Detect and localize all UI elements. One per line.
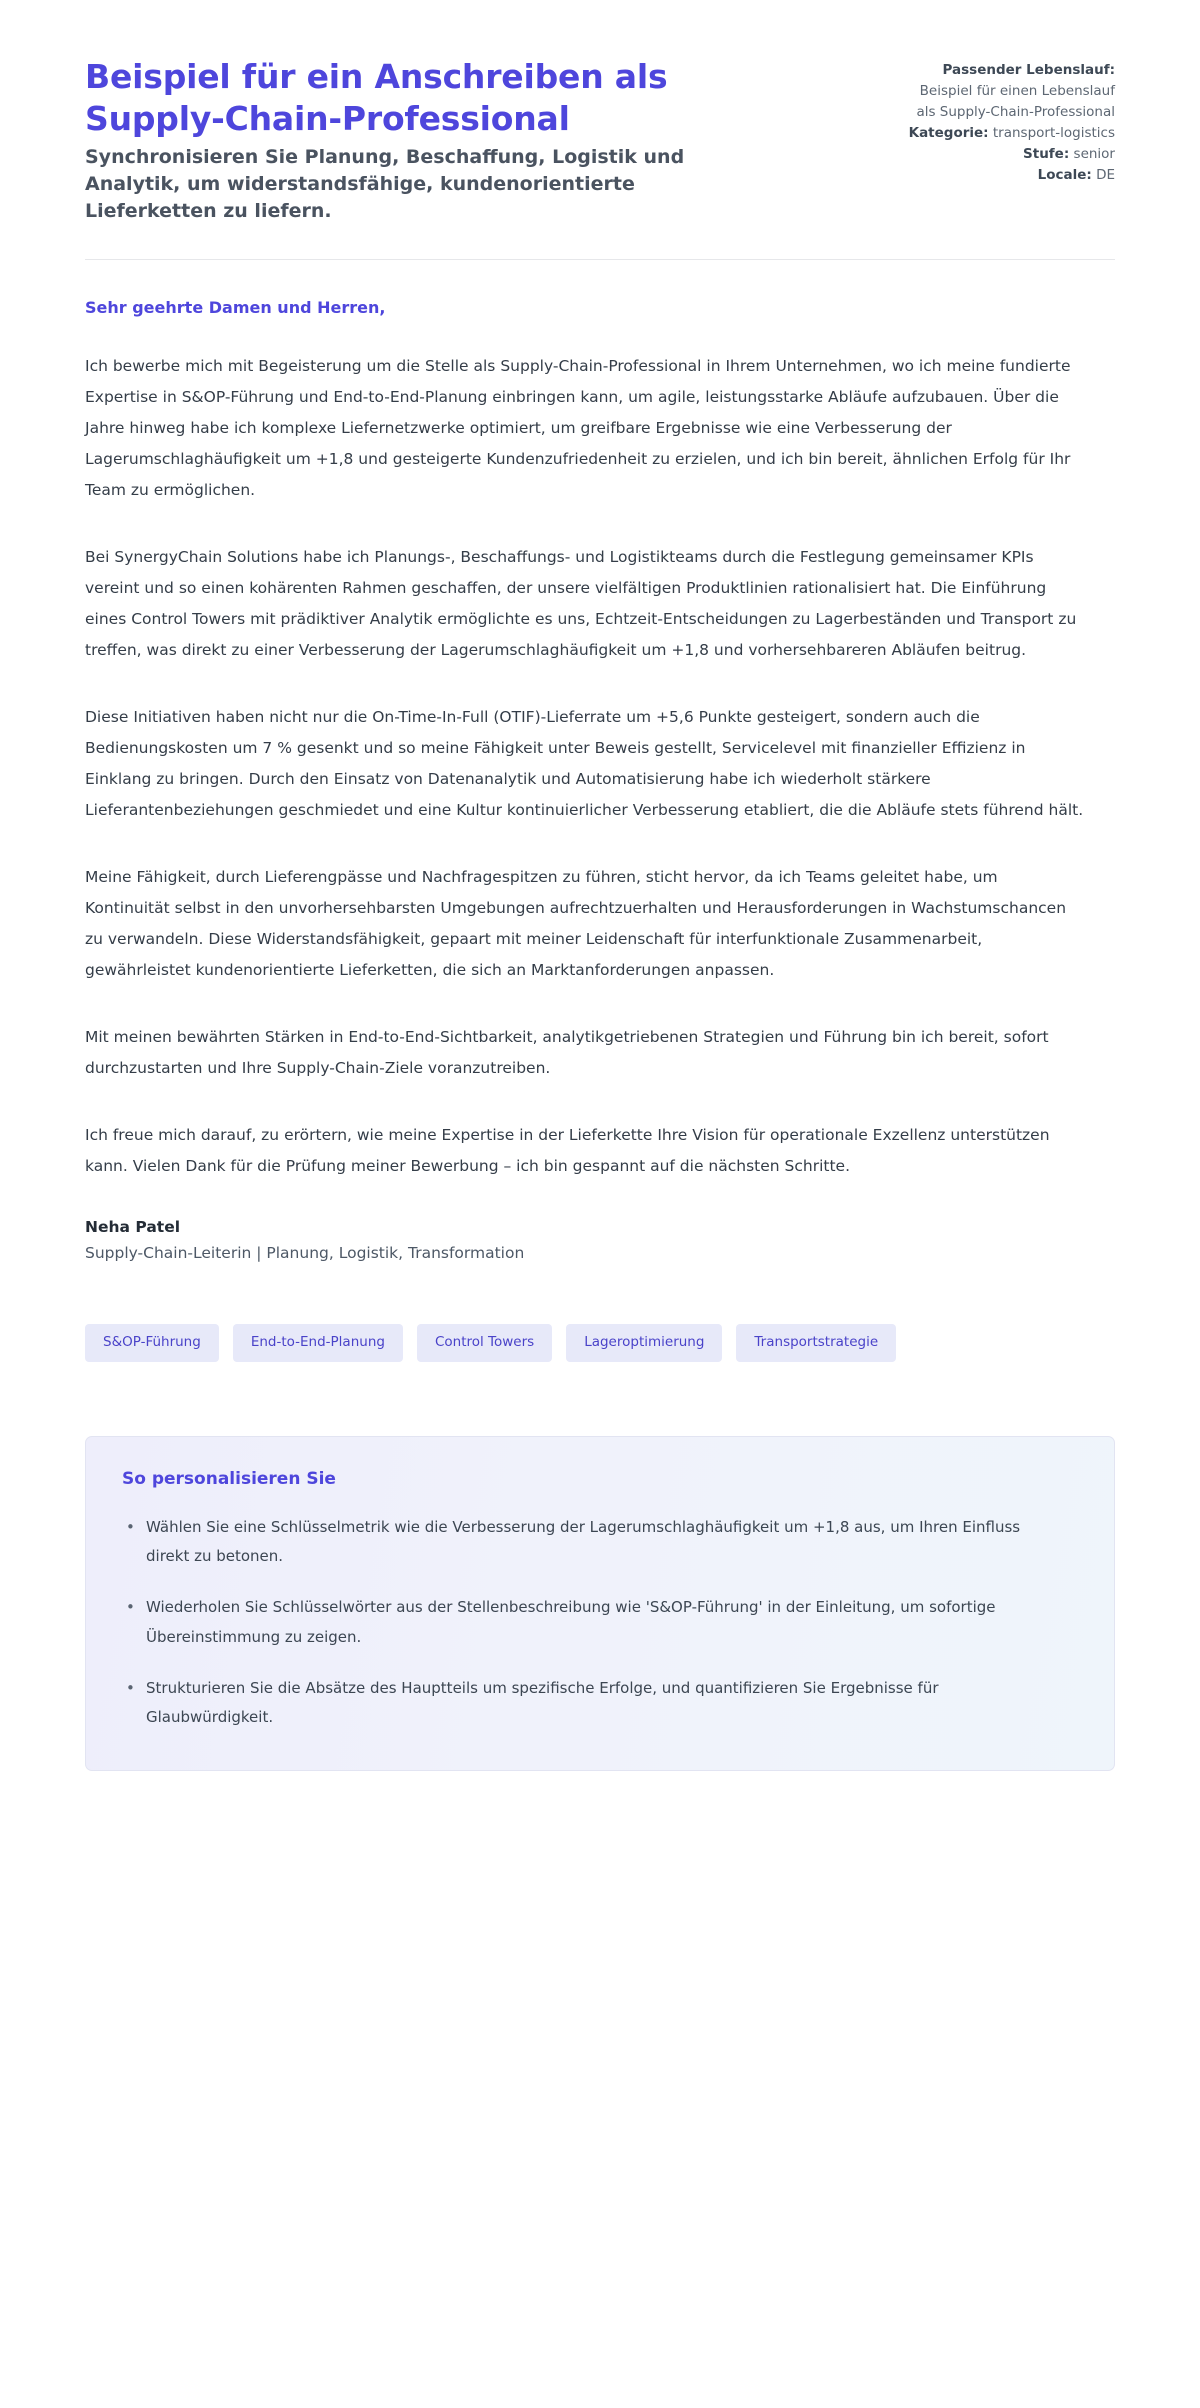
meta-value-category: transport-logistics — [992, 124, 1115, 141]
meta-value-locale: DE — [1096, 167, 1115, 184]
meta-row-resume — [815, 60, 1115, 80]
meta-row-level — [815, 144, 1115, 164]
meta-value-level: senior — [1073, 146, 1115, 162]
tip-list — [122, 1513, 1078, 1733]
meta-row-resume-value — [815, 81, 1115, 122]
skill-tag-list — [85, 1324, 1115, 1362]
letter-paragraph: Mit meinen bewährten Stärken in End-to-End-Sichtbarkeit, analytikgetriebenen Strategien und Führung bin ich bereit, sofort durchzustarten und Ihre Supply-Chain-Ziele voranzutreiben. — [85, 1028, 1049, 1078]
skill-tag[interactable]: Control Towers — [417, 1324, 552, 1362]
letter-paragraph: Diese Initiativen haben nicht nur die On-Time-In-Full (OTIF)-Lieferrate um +5,6 Punkte gesteigert, sondern auch die Bedienungskosten um 7 % gesenkt und so meine Fähigkeit unter Beweis gestellt, Servicelevel mit finanzieller Effizienz in Einklang zu bringen. Durch den Einsatz von Datenanalytik und Automatisierung habe ich wiederholt stärkere Lieferantenbeziehungen geschmiedet und eine Kultur kontinuierlicher Verbesserung etabliert, die die Abläufe stets führend hält. — [85, 708, 1084, 820]
page-subtitle: Synchronisieren Sie Planung, Beschaffung, Logistik und Analytik, um widerstandsfähige, kundenorientierte Lieferketten zu liefern. — [85, 146, 685, 223]
skill-tag[interactable]: S&OP-Führung — [85, 1324, 219, 1362]
skill-tag[interactable]: End-to-End-Planung — [233, 1324, 403, 1362]
letter-salutation: Sehr geehrte Damen und Herren, — [85, 298, 386, 318]
signature-role: Supply-Chain-Leiterin | Planung, Logistik, Transformation — [85, 1244, 525, 1263]
letter-paragraphs — [85, 351, 1115, 1182]
meta-row-locale — [815, 165, 1115, 185]
tip-list-item: • Wiederholen Sie Schlüsselwörter aus der Stellenbeschreibung wie 'S&OP-Führung' in der Einleitung, um sofortige Übereinstimmung zu zeigen. — [122, 1593, 1052, 1652]
page-title: Beispiel für ein Anschreiben als Supply-Chain-Professional — [85, 57, 668, 139]
meta-label-level: Stufe: — [1023, 146, 1070, 162]
meta-label-category: Kategorie: — [908, 124, 989, 141]
signature-block — [85, 1218, 1115, 1262]
meta-label-locale: Locale: — [1037, 167, 1092, 184]
meta-value-resume-line2: als Supply-Chain-Professional — [916, 103, 1115, 120]
skill-tag[interactable]: Transportstrategie — [736, 1324, 896, 1362]
meta-value-resume-line1: Beispiel für einen Lebenslauf — [919, 83, 1115, 100]
tip-list-item: • Wählen Sie eine Schlüsselmetrik wie die Verbesserung der Lagerumschlaghäufigkeit um +1,8 aus, um Ihren Einfluss direkt zu betonen. — [122, 1513, 1052, 1572]
letter-paragraph: Meine Fähigkeit, durch Lieferengpässe und Nachfragespitzen zu führen, sticht hervor, da ich Teams geleitet habe, um Kontinuität selbst in den unvorhersehbarsten Umgebungen aufrechtzuerhalten und Herausforderungen in Wachstumschancen zu verwandeln. Diese Widerstandsfähigkeit, gepaart mit meiner Leidenschaft für interfunktionale Zusammenarbeit, gewährleistet kundenorientierte Lieferketten, die sich an Marktanforderungen anpassen. — [85, 868, 1067, 980]
letter-paragraph: Bei SynergyChain Solutions habe ich Planungs-, Beschaffungs- und Logistikteams durch die Festlegung gemeinsamer KPIs vereint und so einen kohärenten Rahmen geschaffen, der unsere vielfältigen Produktlinien rationalisiert hat. Die Einführung eines Control Towers mit prädiktiver Analytik ermöglichte es uns, Echtzeit-Entscheidungen zu Lagerbeständen und Transport zu treffen, was direkt zu einer Verbesserung der Lagerumschlaghäufigkeit um +1,8 und vorhersehbareren Abläufen beitrug. — [85, 548, 1077, 660]
header-left-column — [85, 56, 765, 225]
letter-paragraph: Ich freue mich darauf, zu erörtern, wie meine Expertise in der Lieferkette Ihre Vision für operationale Exzellenz unterstützen kann. Vielen Dank für die Prüfung meiner Bewerbung – ich bin gespannt auf die nächsten Schritte. — [85, 1126, 1050, 1176]
cover-letter-body — [85, 260, 1115, 1771]
document-header — [85, 46, 1115, 225]
header-metadata — [815, 56, 1115, 187]
letter-paragraph: Ich bewerbe mich mit Begeisterung um die Stelle als Supply-Chain-Professional in Ihrem Unternehmen, wo ich meine fundierte Expertise in S&OP-Führung und End-to-End-Planung einbringen kann, um agile, leistungsstarke Abläufe aufzubauen. Über die Jahre hinweg habe ich komplexe Liefernetzwerke optimiert, um greifbare Ergebnisse wie eine Verbesserung der Lagerumschlaghäufigkeit um +1,8 und gesteigerte Kundenzufriedenheit zu erzielen, und ich bin bereit, ähnlichen Erfolg für Ihr Team zu ermöglichen. — [85, 357, 1071, 500]
tip-list-item: • Strukturieren Sie die Absätze des Hauptteils um spezifische Erfolge, und quantifizieren Sie Ergebnisse für Glaubwürdigkeit. — [122, 1674, 1052, 1733]
skill-tag[interactable]: Lageroptimierung — [566, 1324, 722, 1362]
page-inner-container — [85, 46, 1115, 1771]
meta-label-resume: Passender Lebenslauf: — [942, 62, 1115, 78]
meta-row-category — [815, 123, 1115, 143]
personalization-tip-box — [85, 1436, 1115, 1772]
signature-name: Neha Patel — [85, 1218, 181, 1237]
tip-box-title: So personalisieren Sie — [122, 1468, 336, 1489]
